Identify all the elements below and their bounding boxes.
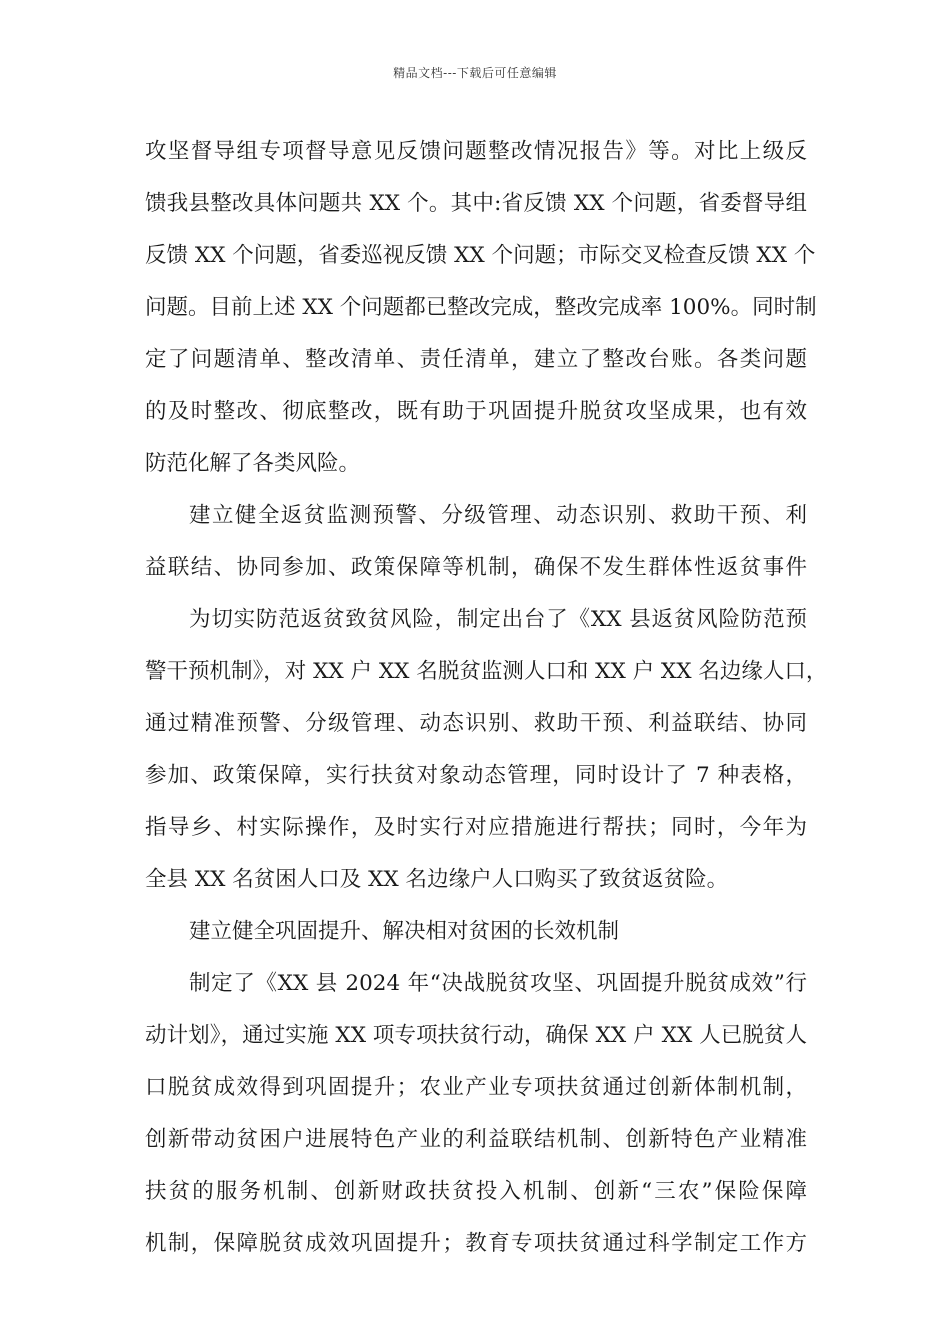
text-line: 益联结、协同参加、政策保障等机制，确保不发生群体性返贫事件 (145, 555, 807, 580)
text-line: 防范化解了各类风险。 (145, 451, 361, 476)
text-line: 建立健全返贫监测预警、分级管理、动态识别、救助干预、利 (189, 503, 807, 528)
text-line: 馈我县整改具体问题共 XX 个。其中:省反馈 XX 个问题，省委督导组 (145, 191, 807, 216)
text-line: 通过精准预警、分级管理、动态识别、救助干预、利益联结、协同 (145, 711, 807, 736)
text-line: 警干预机制》，对 XX 户 XX 名脱贫监测人口和 XX 户 XX 名边缘人口， (145, 659, 828, 684)
text-line: 制定了《XX 县 2024 年“决战脱贫攻坚、巩固提升脱贫成效”行 (189, 971, 807, 996)
text-line: 为切实防范返贫致贫风险，制定出台了《XX 县返贫风险防范预 (189, 607, 807, 632)
text-line: 参加、政策保障，实行扶贫对象动态管理，同时设计了 7 种表格， (145, 763, 807, 788)
text-line: 动计划》，通过实施 XX 项专项扶贫行动，确保 XX 户 XX 人已脱贫人 (145, 1023, 807, 1048)
document-body (145, 126, 828, 1270)
text-line: 扶贫的服务机制、创新财政扶贫投入机制、创新“三农”保险保障 (145, 1179, 807, 1204)
text-line: 的及时整改、彻底整改，既有助于巩固提升脱贫攻坚成果，也有效 (145, 399, 807, 424)
text-line: 机制，保障脱贫成效巩固提升；教育专项扶贫通过科学制定工作方 (145, 1231, 807, 1256)
text-line: 口脱贫成效得到巩固提升；农业产业专项扶贫通过创新体制机制， (145, 1075, 807, 1100)
page-header: 精品文档---下载后可任意编辑 (393, 66, 557, 80)
text-line: 攻坚督导组专项督导意见反馈问题整改情况报告》等。对比上级反 (145, 139, 807, 164)
text-line: 建立健全巩固提升、解决相对贫困的长效机制 (189, 919, 620, 944)
text-line: 问题。目前上述 XX 个问题都已整改完成，整改完成率 100%。同时制 (145, 295, 817, 320)
text-line: 指导乡、村实际操作，及时实行对应措施进行帮扶；同时，今年为 (145, 815, 807, 840)
text-line: 反馈 XX 个问题，省委巡视反馈 XX 个问题；市际交叉检查反馈 XX 个 (145, 243, 816, 268)
text-line: 全县 XX 名贫困人口及 XX 名边缘户人口购买了致贫返贫险。 (145, 867, 729, 892)
text-line: 创新带动贫困户进展特色产业的利益联结机制、创新特色产业精准 (145, 1127, 807, 1152)
text-line: 定了问题清单、整改清单、责任清单，建立了整改台账。各类问题 (145, 347, 807, 372)
